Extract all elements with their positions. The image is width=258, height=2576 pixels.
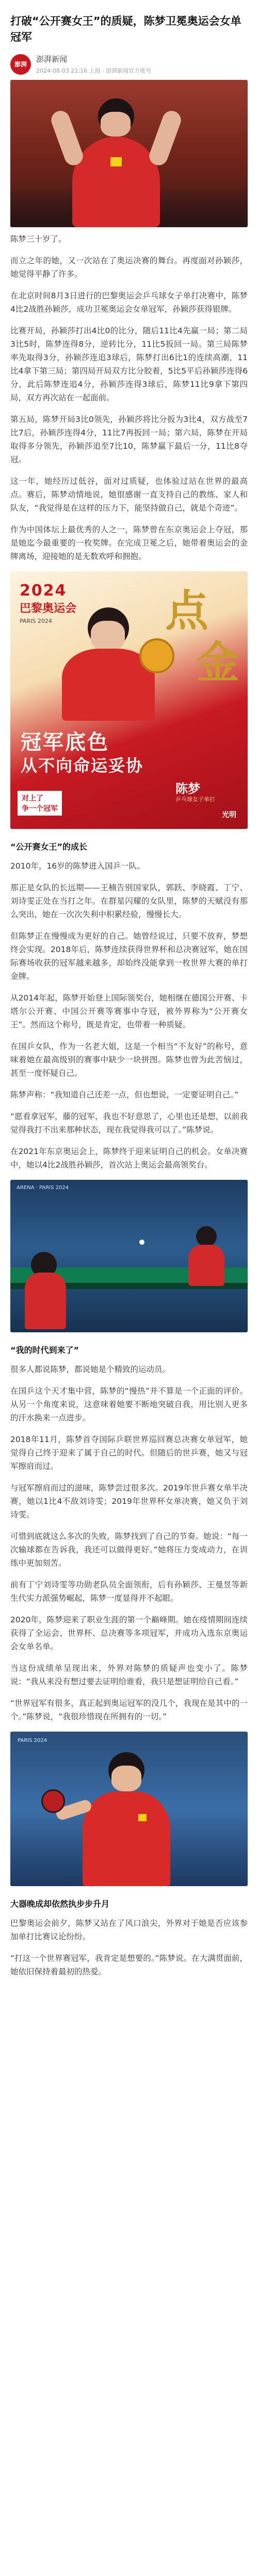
- paragraph-18: 2018年11月，陈梦首夺国际乒联世界巡回赛总决赛女单冠军，她觉得自己终于迎来了属于自己的时代。但随后的世乒赛，她又与冠军擦肩而过。: [10, 1435, 248, 1471]
- poster-footer-2: 争一个冠军: [22, 805, 58, 813]
- publish-date: 2024-08-03 21:16 上海 · 澎湃新闻官方账号: [36, 67, 152, 74]
- subheading-2: “我的时代到来了”: [10, 1345, 79, 1355]
- poster-gold-char-1: 点: [165, 586, 209, 636]
- poster-slogan-2: 从不向命运妥协: [21, 756, 144, 775]
- paragraph-4: 比赛开局，孙颖莎打出4比0的比分，随后11比4先赢一局；第二局3比5时，陈梦连得8分，逆转比分，11比5扳回一局。第三局陈梦率先取得3分，孙颖莎连追3球后，陈梦打出6比1的连续高潮，11比4拿下第三局；第四局开局双方比分胶着，5比5平后孙颖莎连得6分，此后陈梦连追4分，孙颖莎连得3球后，陈梦11比9拿下第四局，双方再次站在一起面前。: [10, 326, 248, 402]
- paragraph-24: “世界冠军有很多，真正起到奥运冠军的没几个，我现在是其中的一个。”陈梦说，“我很珍惜现在所拥有的一切。”: [10, 1699, 248, 1721]
- paragraph-14: “愿看拿冠军，藤的冠军，我也不好意思了，心里也还是想，以前我觉得我打不出来那种状态，现在我觉得我可以了。”陈梦说。: [10, 1112, 248, 1134]
- paragraph-2: 而立之年的她，又一次站在了奥运决赛的舞台。再度面对孙颖莎，她觉得平静了许多。: [10, 256, 248, 279]
- poster-event: 巴黎奥运会: [20, 602, 77, 615]
- paragraph-13: 陈梦声称：“我知道自己还差一点，但也想说，一定要证明自己。”: [10, 1090, 239, 1099]
- paragraph-21: 前有丁宁刘诗雯等功勋老队员全面领衔，后有孙颖莎、王曼昱等新生代实力派强势崛起，陈梦一度显得并不起眼。: [10, 1580, 248, 1603]
- paragraph-19: 与冠军擦肩而过的滋味，陈梦尝过很多次。2019年世乒赛女单半决赛，她以1比4不敌刘诗雯；2019年世界杯女单决赛，她又负于刘诗雯。: [10, 1483, 248, 1519]
- poster-slogan-1: 冠军底色: [21, 731, 109, 754]
- paragraph-16: 很多人都说陈梦，都说她是个精致的运动员。: [10, 1365, 171, 1374]
- poster-event-en: PARIS 2024: [20, 618, 52, 624]
- publisher-name[interactable]: 澎湃新闻: [36, 55, 68, 64]
- photo-celebration: [10, 80, 248, 227]
- poster-athlete: 陈梦: [175, 782, 200, 796]
- paragraph-15: 在2021年东京奥运会上，陈梦终于迎来证明自己的机会。女单决赛中，她以4比2战胜孙颖莎，首次站上奥运会最高领奖台。: [10, 1147, 248, 1170]
- paragraph-25: 巴黎奥运会前夕，陈梦又站在了风口浪尖，外界对于她是否应该参加单打比赛议论纷纷。: [10, 1919, 248, 1941]
- paragraph-3: 在北京时间8月3日进行的巴黎奥运会乒乓球女子单打决赛中，陈梦4比2战胜孙颖莎，成功卫冕奥运会女单冠军，孙颖莎获得银牌。: [10, 291, 248, 314]
- author-bar: [10, 54, 248, 75]
- paragraph-6: 这一年，她经历过低谷，面对过质疑，也体验过站在世界的最高点。赛后，陈梦动情地说，她很感谢一直支持自己的教练、家人和队友，“我觉得是在这样的压力下，能坚持做自己，就是个奇迹”。: [10, 477, 248, 513]
- paragraph-23: 当这份成绩单呈现出来，外界对陈梦的质疑声也变小了。陈梦说：“我从来没有想过要去证明给谁看，我只是想证明给自己看。”: [10, 1664, 248, 1686]
- paragraph-5: 第五局，陈梦开局3比0领先，孙颖莎将比分扳为3比4，双方战至7比7后，孙颖莎连得4分，11比7再扳回一局；第六局，陈梦在开局取得多分领先，孙颖莎追至7比10，陈梦赢下最后一分，11比8夺冠。: [10, 415, 248, 464]
- subheading-1: “公开赛女王”的成长: [10, 842, 88, 852]
- paragraph-12: 在国乒女队，作为一名老大姐，这是一个相当“不友好”的称号，意味着她在最高级别的赛事中缺少一块拼图。陈梦也曾为此苦恼过，甚至一度怀疑自己。: [10, 1042, 248, 1078]
- paragraph-26: “打这一个世界赛冠军，我肯定是想要的。”陈梦说。在大满贯面前，她依旧保持着最初的热爱。: [10, 1954, 248, 1976]
- paragraph-11: 从2014年起，陈梦开始登上国际领奖台，她相继在德国公开赛、卡塔尔公开赛、中国公开赛等赛事中夺冠，被外界称为“公开赛女王”。然而这个称号，既是肯定，也带着一种质疑。: [10, 993, 248, 1029]
- paragraph-10: 但陈梦正在慢慢成为更好的自己。她曾经说过，只要不放弃，梦想终会实现。2018年后，陈梦连续获得世界杯和总决赛冠军，她在国际赛场收获的冠军越来越多，却始终没能拿到一枚世界大赛的单打金牌。: [10, 931, 248, 981]
- publisher-logo[interactable]: 澎湃: [10, 54, 31, 75]
- poster-brand: 光明: [222, 811, 236, 819]
- poster-athlete-sub: 乒乓球女子单打: [175, 796, 215, 803]
- poster-gold-char-2: 金: [196, 637, 240, 688]
- poster-footer-1: 对上了: [22, 794, 43, 803]
- photo-3-caption: PARIS 2024: [18, 1738, 47, 1743]
- gold-medal-poster: [10, 571, 248, 829]
- paragraph-9: 那正是女队的长远期——王楠告别国家队，郭跃、李晓霞、丁宁、刘诗雯正处在当打之年。在群星闪耀的女队里，陈梦的天赋没有那么突出，她在一次次失利中积累经验，慢慢长大。: [10, 883, 248, 919]
- paragraph-17: 在国乒这个天才集中营，陈梦的“慢热”并不算是一个正面的评价。从另一个角度来说，这意味着她要不断地突破自我，用比别人更多的汗水换来一点进步。: [10, 1386, 248, 1422]
- poster-year: 2024: [20, 582, 67, 600]
- photo-match-action: [10, 1180, 248, 1332]
- paragraph-7: 作为中国体坛上最优秀的人之一，陈梦曾在东京奥运会上夺冠，那是她迄今最重要的一枚奖牌。在完成卫冕之后，她带着奥运会的金牌离场，迎接她的是无数欢呼和拥抱。: [10, 525, 248, 561]
- paragraph-20: 可惜到底就这么多次的失败，陈梦找到了自己的节奏。她说：“每一次输球都在告诉我，我还可以做得更好。”她将压力变成动力，在训练中更加刻苦。: [10, 1532, 248, 1568]
- photo-2-caption: ARENA · PARIS 2024: [17, 1185, 69, 1191]
- paragraph-22: 2020年，陈梦迎来了职业生涯的第一个巅峰期。她在疫情期间连续获得了全运会、世界杯、总决赛等多项冠军，并成功入选东京奥运会女单名单。: [10, 1615, 248, 1651]
- subheading-3: 大器晚成却依然执步步升月: [10, 1899, 110, 1909]
- paragraph-1: 陈梦三十岁了。: [10, 234, 67, 244]
- article-title: 打破“公开赛女王”的质疑，陈梦卫冕奥运会女单冠军: [10, 15, 241, 43]
- paragraph-8: 2010年，16岁的陈梦进入国乒一队。: [10, 861, 145, 871]
- photo-forehand: [10, 1732, 248, 1886]
